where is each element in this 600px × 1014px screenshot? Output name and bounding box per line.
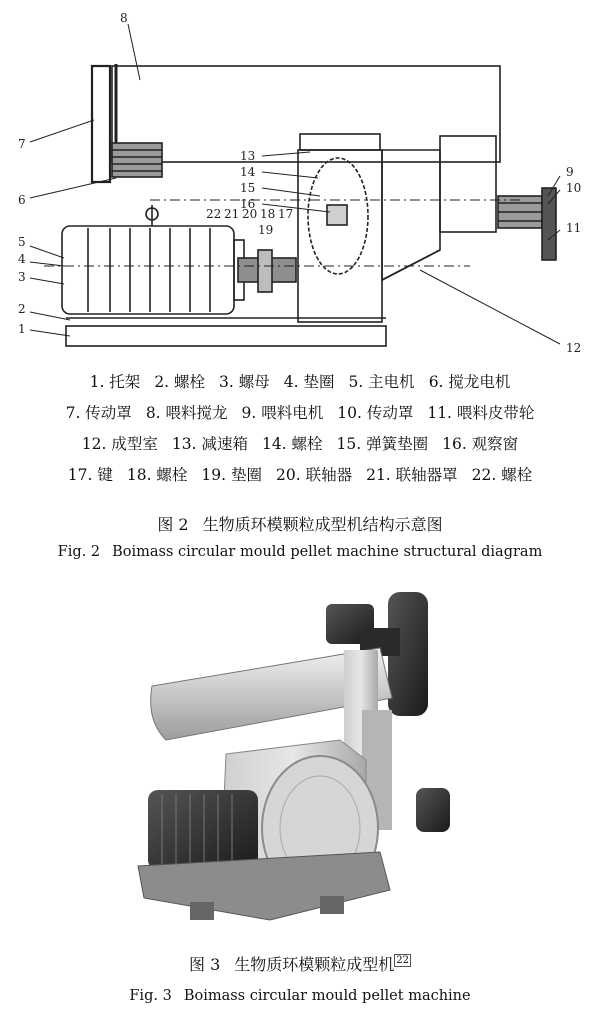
callout-3: 3 [18,270,26,284]
callout-18: 18 [260,207,276,221]
callout-11: 11 [566,221,582,235]
callout-1: 1 [18,322,26,336]
legend-item: 14. 螺栓 [261,435,323,453]
callout-22: 22 [206,207,222,221]
legend-item: 13. 减速箱 [171,435,248,453]
callout-13: 13 [240,149,256,163]
legend-item: 3. 螺母 [219,373,270,391]
figure2-caption-cn [0,512,600,535]
figure3-caption-en-text: Boimass circular mould pellet machine [183,988,471,1004]
callout-6: 6 [18,193,26,207]
callout-5: 5 [18,235,26,249]
base-bracket [66,326,386,346]
figure2-caption-cn-number: 图 2 [157,515,189,534]
callout-8: 8 [120,11,128,25]
legend-item: 20. 联轴器 [276,466,353,484]
callout-14: 14 [240,165,256,179]
feed-auger-tube [112,66,500,162]
callout-19: 19 [258,223,274,237]
legend-item: 17. 键 [67,466,113,484]
callout-15: 15 [240,181,256,195]
callout-7: 7 [18,137,26,151]
callout-12: 12 [566,341,582,355]
legend-item: 2. 螺栓 [154,373,206,391]
figure3-caption-en [0,988,600,1004]
figure2-caption-en [0,544,600,560]
legend-item: 22. 螺栓 [471,466,533,484]
legend-item: 7. 传动罩 [65,404,132,422]
figure2-structural-diagram [0,0,600,370]
figure3-caption-en-number: Fig. 3 [129,988,172,1004]
callout-9: 9 [566,165,574,179]
figure3-caption-cn-number: 图 3 [188,955,221,974]
figure2-caption-en-text: Boimass circular mould pellet machine structural diagram [112,544,543,560]
legend-item: 19. 垫圈 [201,466,262,484]
transmission-cover-right [542,188,556,260]
legend-item: 18. 螺栓 [126,466,188,484]
figure2-caption-cn-text: 生物质环模颗粒成型机结构示意图 [202,515,443,534]
legend-row-3 [0,434,600,465]
figure2-legend [0,372,600,496]
legend-item: 15. 弹簧垫圈 [336,435,429,453]
figure3-caption-cn [0,952,600,975]
legend-item: 1. 托架 [89,373,141,391]
legend-item: 11. 喂料皮带轮 [427,404,535,422]
legend-item: 21. 联轴器罩 [366,466,458,484]
legend-row-2 [0,403,600,434]
figure3-citation-ref[interactable]: 22 [396,955,410,966]
callout-20: 20 [242,207,258,221]
callout-17: 17 [278,207,294,221]
legend-item: 9. 喂料电机 [241,404,324,422]
callout-4: 4 [18,252,26,266]
legend-item: 6. 搅龙电机 [428,373,511,391]
legend-item: 5. 主电机 [348,373,415,391]
legend-item: 8. 喂料搅龙 [145,404,228,422]
figure3-caption-cn-text: 生物质环模颗粒成型机 [234,955,395,974]
auger-motor [112,143,162,177]
main-drive-motor [148,790,258,870]
figure2-caption-en-number: Fig. 2 [57,544,101,560]
legend-row-1 [0,372,600,403]
callout-16: 16 [240,197,256,211]
figure3-machine-photo [130,590,460,935]
legend-item: 10. 传动罩 [337,404,414,422]
callout-10: 10 [566,181,582,195]
transmission-cover-left [92,66,110,182]
side-feed-motor [416,788,450,832]
legend-row-4 [0,465,600,496]
callout-2: 2 [18,302,26,316]
forming-chamber [382,150,440,280]
legend-item: 12. 成型室 [81,435,158,453]
legend-item: 16. 观察窗 [442,435,519,453]
callout-21: 21 [224,207,240,221]
legend-item: 4. 垫圈 [283,373,335,391]
